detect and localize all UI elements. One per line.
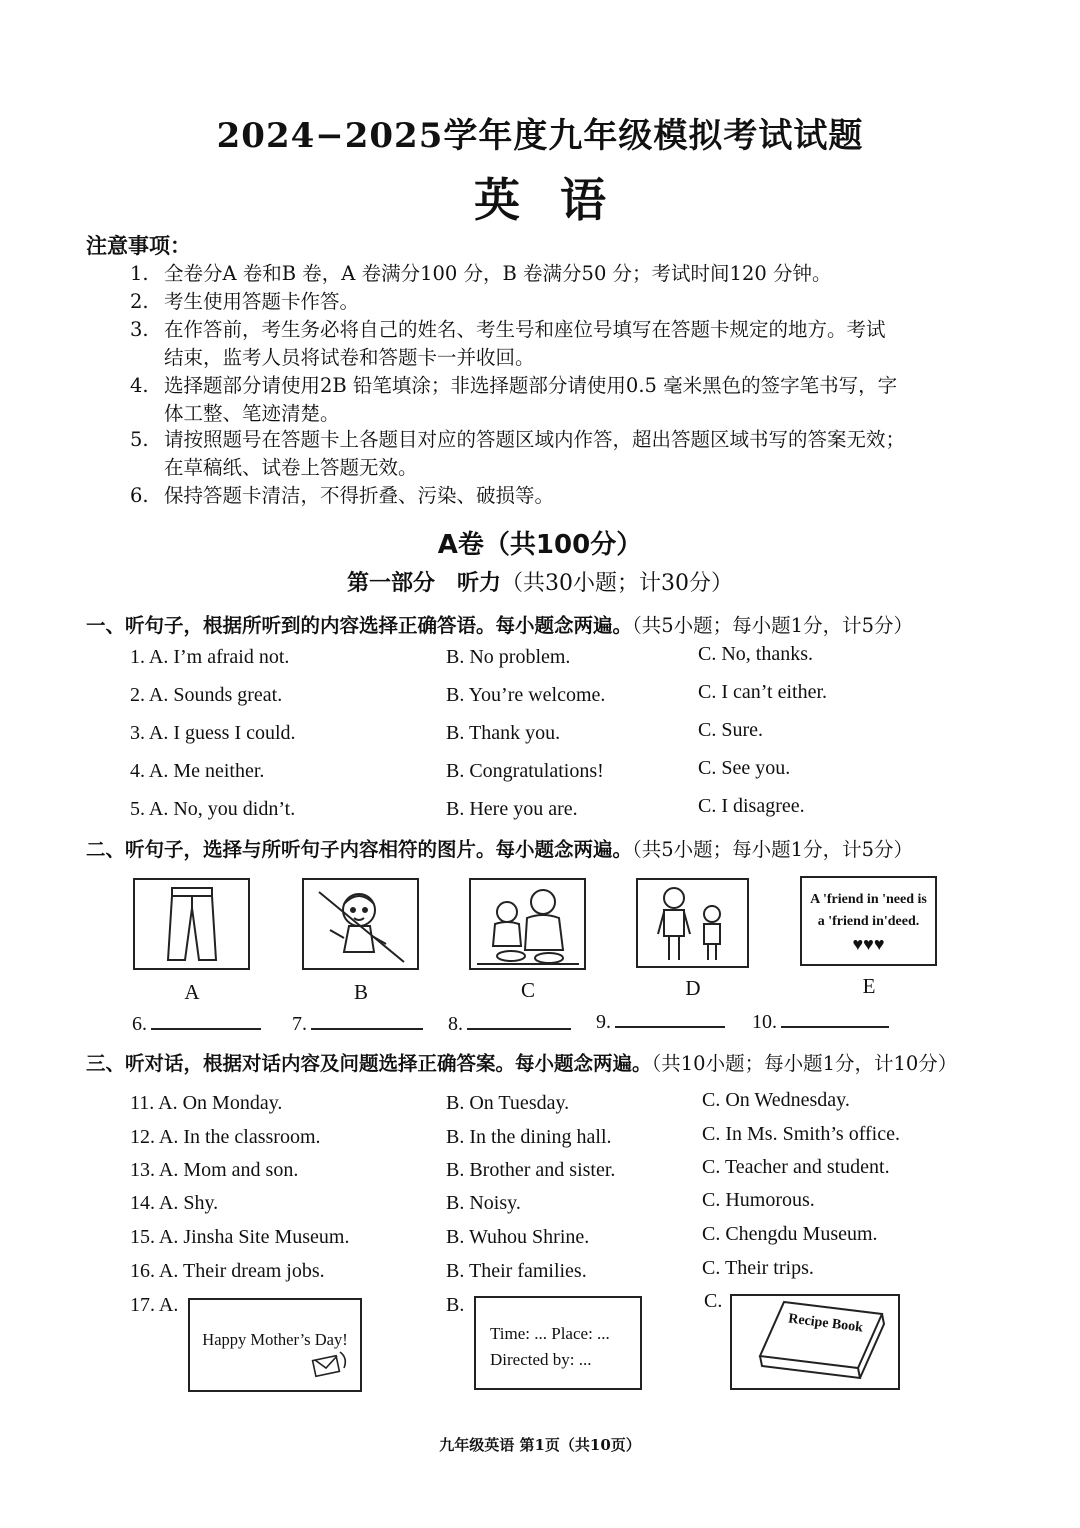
notice-item-number: 6. bbox=[130, 484, 149, 507]
blank-number: 6. bbox=[132, 1013, 147, 1035]
picture-e bbox=[800, 876, 937, 966]
blank-number: 7. bbox=[292, 1013, 307, 1035]
option-a: 12. A. In the classroom. bbox=[130, 1126, 321, 1148]
family-dinner-icon bbox=[471, 880, 584, 968]
option-a: 2. A. Sounds great. bbox=[130, 684, 283, 706]
notice-item bbox=[130, 258, 831, 286]
option-c: C. Humorous. bbox=[702, 1189, 815, 1211]
q17-card-c bbox=[730, 1294, 900, 1390]
notice-item bbox=[130, 370, 897, 398]
notice-item-number: 5. bbox=[130, 428, 149, 451]
notice-item-text: 在作答前，考生务必将自己的姓名、考生号和座位号填写在答题卡规定的地方。考试 bbox=[164, 318, 886, 341]
picture-c bbox=[469, 878, 586, 970]
picture-b bbox=[302, 878, 419, 970]
two-boys-icon bbox=[638, 880, 747, 966]
option-c: C. On Wednesday. bbox=[702, 1089, 850, 1111]
notice-item-text: 保持答题卡清洁，不得折叠、污染、破损等。 bbox=[164, 484, 555, 507]
option-a: 16. A. Their dream jobs. bbox=[130, 1260, 325, 1282]
notice-item bbox=[130, 314, 886, 342]
section1-heading-text: 一、听句子，根据所听到的内容选择正确答语。每小题念两遍。 bbox=[86, 614, 633, 637]
picture-e-label: E bbox=[862, 974, 876, 998]
option-c: C. In Ms. Smith’s office. bbox=[702, 1123, 900, 1145]
picture-b-label: B bbox=[353, 980, 368, 1004]
notice-item-continuation: 在草稿纸、试卷上答题无效。 bbox=[164, 456, 418, 479]
notice-item-number: 1. bbox=[130, 262, 149, 285]
recipe-book-title: Recipe Book bbox=[787, 1311, 864, 1336]
option-c: C. Chengdu Museum. bbox=[702, 1223, 878, 1245]
option-b: B. Noisy. bbox=[446, 1192, 521, 1214]
option-c: C. Sure. bbox=[698, 719, 763, 741]
picture-d-label: D bbox=[685, 976, 701, 1000]
recipe-book-icon bbox=[732, 1296, 898, 1388]
option-b: B. Congratulations! bbox=[446, 760, 604, 782]
option-b: B. Thank you. bbox=[446, 722, 561, 744]
blank-line[interactable] bbox=[151, 1010, 261, 1030]
notice-item-number: 4. bbox=[130, 374, 149, 397]
option-a: 1. A. I’m afraid not. bbox=[130, 646, 290, 668]
section1-heading bbox=[86, 610, 913, 638]
option-a: 4. A. Me neither. bbox=[130, 760, 265, 782]
option-b: B. In the dining hall. bbox=[446, 1126, 612, 1148]
notice-item-text: 请按照题号在答题卡上各题目对应的答题区域内作答，超出答题区域书写的答案无效； bbox=[164, 428, 906, 451]
ticket-line-2: Directed by: ... bbox=[490, 1350, 592, 1369]
notice-item-text: 选择题部分请使用2B 铅笔填涂；非选择题部分请使用0.5 毫米黑色的签字笔书写，字 bbox=[164, 374, 898, 397]
part1-label: 第一部分 听力 bbox=[346, 570, 501, 596]
q17-option-b-label: B. bbox=[446, 1294, 465, 1316]
notice-item-number: 3. bbox=[130, 318, 149, 341]
notice-item bbox=[130, 480, 554, 508]
picture-a-label: A bbox=[184, 980, 200, 1004]
part1-title bbox=[0, 566, 1080, 597]
section3-heading-detail: （共10小题；每小题1分，计10分） bbox=[651, 1052, 958, 1075]
answer-blank-7[interactable] bbox=[292, 1010, 423, 1036]
blank-line[interactable] bbox=[781, 1008, 889, 1028]
option-c: C. See you. bbox=[698, 757, 791, 779]
notice-item-number: 2. bbox=[130, 290, 149, 313]
part1-detail: （共30小题；计30分） bbox=[501, 571, 733, 596]
q17-option-a-label: 17. A. bbox=[130, 1294, 179, 1316]
section3-heading bbox=[86, 1048, 957, 1076]
blank-line[interactable] bbox=[615, 1008, 725, 1028]
hearts-icon: ♥♥♥ bbox=[852, 934, 885, 954]
option-b: B. Here you are. bbox=[446, 798, 578, 820]
q17-card-a bbox=[188, 1298, 362, 1392]
proverb-line-2: a 'friend in'deed. bbox=[817, 914, 920, 929]
option-a: 14. A. Shy. bbox=[130, 1192, 219, 1214]
proverb-line-1: A 'friend in 'need is bbox=[810, 892, 927, 907]
blank-number: 10. bbox=[752, 1011, 777, 1033]
picture-d bbox=[636, 878, 749, 968]
picture-c-label: C bbox=[520, 978, 535, 1002]
subject-title: 英语 bbox=[474, 173, 646, 227]
q17-card-b bbox=[474, 1296, 642, 1390]
option-c: C. No, thanks. bbox=[698, 643, 813, 665]
blank-number: 9. bbox=[596, 1011, 611, 1033]
option-b: B. You’re welcome. bbox=[446, 684, 606, 706]
option-c: C. I can’t either. bbox=[698, 681, 828, 703]
picture-a bbox=[133, 878, 250, 970]
option-b: B. Their families. bbox=[446, 1260, 587, 1282]
page-footer: 九年级英语 第1页（共10页） bbox=[439, 1436, 641, 1454]
section3-heading-text: 三、听对话，根据对话内容及问题选择正确答案。每小题念两遍。 bbox=[86, 1052, 652, 1075]
option-b: B. No problem. bbox=[446, 646, 571, 668]
notice-item bbox=[130, 424, 905, 452]
section2-heading bbox=[86, 834, 913, 862]
mothers-day-text: Happy Mother’s Day! bbox=[202, 1330, 348, 1349]
notice-item bbox=[130, 286, 359, 314]
section2-heading-detail: （共5小题；每小题1分，计5分） bbox=[632, 838, 913, 861]
option-a: 15. A. Jinsha Site Museum. bbox=[130, 1226, 350, 1248]
envelope-icon bbox=[310, 1348, 354, 1382]
option-b: B. On Tuesday. bbox=[446, 1092, 570, 1114]
ticket-line-1: Time: ... Place: ... bbox=[490, 1324, 610, 1343]
monkey-king-icon bbox=[304, 880, 417, 968]
notice-item-continuation: 结束，监考人员将试卷和答题卡一并收回。 bbox=[164, 346, 535, 369]
answer-blank-8[interactable] bbox=[448, 1010, 571, 1036]
section2-heading-text: 二、听句子，选择与所听句子内容相符的图片。每小题念两遍。 bbox=[86, 838, 633, 861]
section1-heading-detail: （共5小题；每小题1分，计5分） bbox=[632, 614, 913, 637]
option-c: C. I disagree. bbox=[698, 795, 805, 817]
notice-item-text: 全卷分A 卷和B 卷，A 卷满分100 分，B 卷满分50 分；考试时间120 分钟。 bbox=[164, 262, 832, 285]
exam-title: 2024−2025学年度九年级模拟考试试题 bbox=[216, 116, 864, 156]
notice-item-text: 考生使用答题卡作答。 bbox=[164, 290, 360, 313]
option-a: 5. A. No, you didn’t. bbox=[130, 798, 296, 820]
option-c: C. Teacher and student. bbox=[702, 1156, 890, 1178]
answer-blank-9[interactable] bbox=[596, 1008, 725, 1034]
answer-blank-10[interactable] bbox=[752, 1008, 889, 1034]
trousers-icon bbox=[135, 880, 248, 968]
blank-line[interactable] bbox=[311, 1010, 423, 1030]
q17-option-c-label: C. bbox=[704, 1290, 723, 1312]
option-a: 11. A. On Monday. bbox=[130, 1092, 283, 1114]
blank-number: 8. bbox=[448, 1013, 463, 1035]
option-b: B. Wuhou Shrine. bbox=[446, 1226, 590, 1248]
option-a: 3. A. I guess I could. bbox=[130, 722, 296, 744]
paper-a-title: A卷（共100分） bbox=[437, 530, 643, 560]
option-b: B. Brother and sister. bbox=[446, 1159, 616, 1181]
option-c: C. Their trips. bbox=[702, 1257, 814, 1279]
notice-item-continuation: 体工整、笔迹清楚。 bbox=[164, 402, 340, 425]
option-a: 13. A. Mom and son. bbox=[130, 1159, 299, 1181]
blank-line[interactable] bbox=[467, 1010, 571, 1030]
answer-blank-6[interactable] bbox=[132, 1010, 261, 1036]
notice-heading: 注意事项： bbox=[86, 233, 191, 258]
